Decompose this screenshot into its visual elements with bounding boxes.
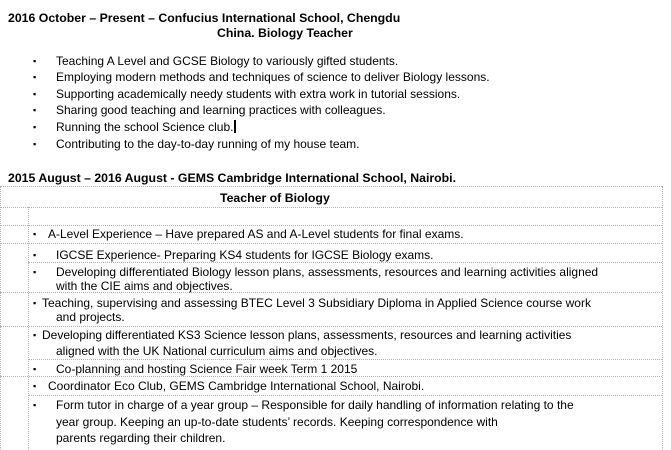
bullet-marker: ▪ [33,89,37,99]
bullet-marker: ▪ [33,105,37,115]
job2-item-4-line1: Teaching, supervising and assessing BTEC Level 3 Subsidiary Diploma in Applied Science course work [42,296,591,310]
bullet-marker: ▪ [33,330,37,340]
job1-bullet-5 [56,120,236,134]
job1-heading-line1: 2016 October – Present – Confucius International School, Chengdu [8,11,401,25]
bullet-marker: ▪ [33,298,37,308]
bullet-marker: ▪ [33,139,37,149]
job1-bullet-4: Sharing good teaching and learning practices with colleagues. [56,103,386,117]
job2-item-8-line1: Form tutor in charge of a year group – Responsible for daily handling of information relating to the [56,398,574,412]
job2-item-5-line1: Developing differentiated KS3 Science lesson plans, assessments, resources and learning activities [42,328,572,342]
job1-bullet-1: Teaching A Level and GCSE Biology to variously gifted students. [56,54,399,68]
bullet-marker: ▪ [33,72,37,82]
job1-bullet-6: Contributing to the day-to-day running of my house team. [56,137,360,151]
job2-title: Teacher of Biology [220,191,330,205]
bullet-marker: ▪ [33,381,37,391]
bullet-marker: ▪ [33,400,37,410]
job2-item-8-line3: parents regarding their children. [56,431,226,445]
job2-item-6: Co-planning and hosting Science Fair week Term 1 2015 [56,362,358,376]
job2-item-7: Coordinator Eco Club, GEMS Cambridge International School, Nairobi. [48,379,425,393]
job1-bullet-5-text: Running the school Science club. [56,120,234,134]
job1-heading-line2: China. Biology Teacher [217,26,353,40]
job2-heading: 2015 August – 2016 August - GEMS Cambridge International School, Nairobi. [8,171,457,185]
bullet-marker: ▪ [33,267,37,277]
job2-item-1: A-Level Experience – Have prepared AS and A-Level students for final exams. [48,227,464,241]
bullet-marker: ▪ [33,122,37,132]
bullet-marker: ▪ [33,364,37,374]
job2-item-5-line2: aligned with the UK National curriculum aims and objectives. [56,344,378,358]
job2-item-8-line2: year group. Keeping an up-to-date students’ records. Keeping correspondence with [56,415,498,429]
text-cursor [234,120,235,133]
bullet-marker: ▪ [33,229,37,239]
job2-item-4-line2: and projects. [56,310,125,324]
bullet-marker: ▪ [33,250,37,260]
job2-item-3-line2: with the CIE aims and objectives. [56,279,233,293]
bullet-marker: ▪ [33,56,37,66]
job1-bullet-2: Employing modern methods and techniques of science to deliver Biology lessons. [56,70,490,84]
job2-item-2: IGCSE Experience- Preparing KS4 students for IGCSE Biology exams. [56,248,434,262]
job2-item-3-line1: Developing differentiated Biology lesson plans, assessments, resources and learning activities aligned [56,265,599,279]
job1-bullet-3: Supporting academically needy students with extra work in tutorial sessions. [56,87,461,101]
